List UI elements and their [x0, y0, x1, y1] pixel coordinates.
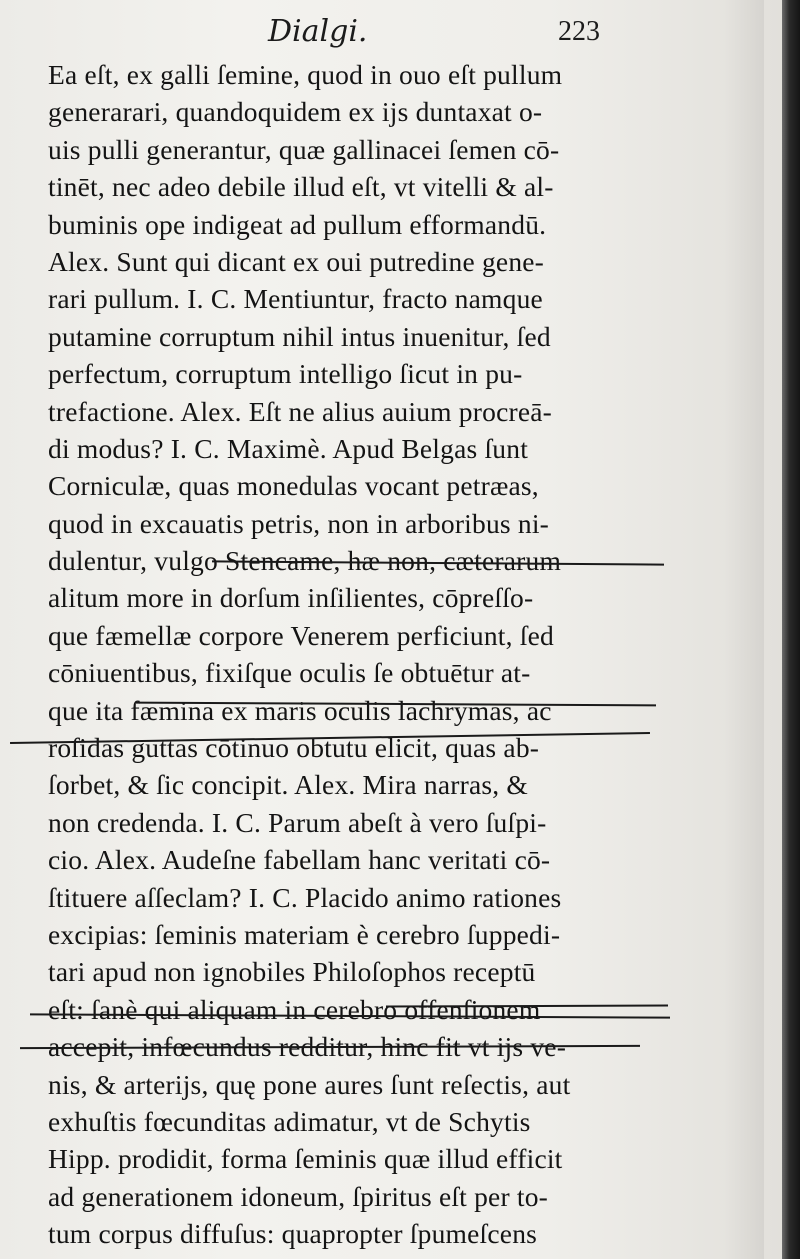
text-line: rari pullum. I. C. Mentiuntur, fracto namque	[48, 283, 543, 315]
text-line: Ea eſt, ex galli ſemine, quod in ouo eſt pullum	[48, 59, 563, 90]
text-line: non credenda. I. C. Parum abeſt à vero ſuſpi-	[48, 806, 547, 838]
text-line: Hipp. prodidit, forma ſeminis quæ illud efficit	[48, 1143, 563, 1175]
text-line: quod in excauatis petris, non in arboribus ni-	[48, 507, 550, 539]
page-header	[0, 12, 782, 52]
text-line: tari apud non ignobiles Philoſophos receptū	[48, 956, 536, 988]
text-line: Alex. Sunt qui dicant ex oui putredine gene-	[48, 245, 545, 277]
text-line: tinēt, nec adeo debile illud eſt, vt vitelli & al-	[48, 171, 554, 203]
text-line: ſtituere aſſeclam? I. C. Placido animo rationes	[48, 881, 562, 913]
text-line: tum corpus diffuſus: quapropter ſpumeſcens	[48, 1218, 538, 1250]
text-line: trefactione. Alex. Eſt ne alius auium procreā-	[48, 395, 552, 427]
gutter-shadow	[724, 0, 764, 1259]
text-line: buminis ope indigeat ad pullum efformandū.	[48, 208, 547, 240]
text-line: ad generationem idoneum, ſpiritus eſt per to-	[48, 1180, 549, 1212]
text-line: eſt: ſanè qui aliquam in cerebro offenſionem	[48, 993, 541, 1025]
text-line: cio. Alex. Audeſne fabellam hanc veritati cō-	[48, 844, 551, 876]
text-line: perfectum, corruptum intelligo ſicut in pu-	[48, 358, 523, 390]
text-line: dulentur, vulgo Stencame, hæ non, cæterarum	[48, 545, 562, 577]
text-line: alitum more in dorſum inſilientes, cōpreſſo-	[48, 582, 534, 614]
text-line: cōniuentibus, fixiſque oculis ſe obtuētur at-	[48, 657, 531, 689]
page-number: 223	[558, 16, 600, 47]
text-line: que fæmellæ corpore Venerem perficiunt, ſed	[48, 619, 554, 651]
text-line: que ita fæmina ex maris oculis lachrymas, ac	[48, 694, 552, 726]
text-line: accepit, infœcundus redditur, hinc fit vt ijs ve-	[48, 1031, 567, 1063]
text-block	[48, 56, 628, 1253]
text-line: putamine corruptum nihil intus inuenitur, ſed	[48, 320, 551, 352]
text-line: roſidas guttas cōtinuo obtutu elicit, quas ab-	[48, 732, 540, 764]
text-line: nis, & arterijs, quę pone aures ſunt reſectis, aut	[48, 1068, 571, 1100]
text-line: excipias: ſeminis materiam è cerebro ſuppedi-	[48, 918, 561, 950]
text-line: ſorbet, & ſic concipit. Alex. Mira narras, &	[48, 769, 528, 801]
book-spine-edge	[782, 0, 800, 1259]
text-line: exhuſtis fœcunditas adimatur, vt de Schytis	[48, 1105, 531, 1137]
running-title: Dialgi.	[268, 14, 368, 49]
text-line: di modus? I. C. Maximè. Apud Belgas ſunt	[48, 432, 529, 464]
text-line: uis pulli generantur, quæ gallinacei ſemen cō-	[48, 133, 560, 165]
text-line: generarari, quandoquidem ex ijs duntaxat o-	[48, 96, 543, 128]
text-line: Corniculæ, quas monedulas vocant petræas,	[48, 470, 539, 502]
